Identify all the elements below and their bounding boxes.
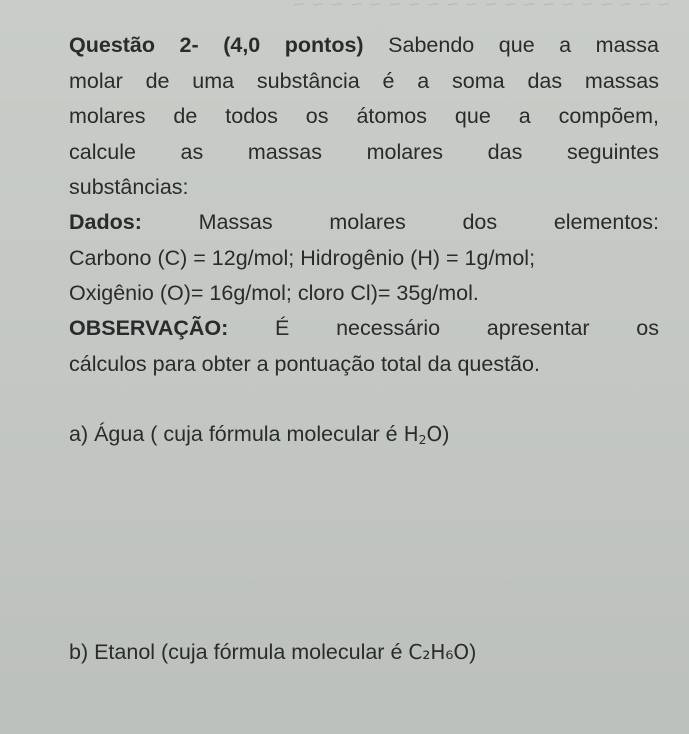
question-statement	[69, 28, 659, 206]
question-line-4: calcule as massas molares das seguintes	[69, 139, 659, 164]
obs-line-1	[69, 311, 659, 347]
observation-note	[69, 311, 659, 382]
question-line-1	[69, 28, 659, 64]
dados-line-3: Oxigênio (O)= 16g/mol; cloro Cl)= 35g/mol.	[69, 281, 479, 305]
obs-text-start: É necessário apresentar os	[275, 316, 659, 340]
obs-line-2: cálculos para obter a pontuação total da questão.	[69, 351, 540, 376]
ethanol-formula: C₂H₆O	[408, 640, 470, 664]
water-formula: $H_2O$	[403, 422, 443, 448]
question-line-5: substâncias:	[69, 175, 189, 199]
item-b-ethanol: b) Etanol (cuja fórmula molecular é C₂H₆O)	[69, 640, 477, 664]
item-b-text: b) Etanol (cuja fórmula molecular é	[69, 640, 409, 664]
item-a-water: a) Água ( cuja fórmula molecular é $H_2O$)	[69, 422, 450, 448]
question-line-3: molares de todos os átomos que a compõem,	[69, 104, 659, 128]
dados-line-2: Carbono (C) = 12g/mol; Hidrogênio (H) = 1g/mol;	[69, 245, 536, 270]
dados-title: Massas molares dos elementos:	[198, 210, 659, 234]
given-data	[69, 205, 659, 312]
dados-label: Dados:	[69, 210, 142, 234]
dados-line-1	[69, 205, 659, 241]
question-text-start: Sabendo que a massa	[388, 33, 659, 57]
question-line-2: molar de uma substância é a soma das massas	[69, 68, 659, 93]
bleed-through-text: ~ ~ ~ ~ ~ ~ ~ ~ ~ ~ ~ ~ ~ ~ ~ ~ ~ ~ ~ ~	[291, 0, 670, 16]
obs-label: OBSERVAÇÃO:	[69, 316, 229, 340]
question-number: Questão 2- (4,0 pontos)	[69, 33, 364, 57]
item-a-text: a) Água ( cuja fórmula molecular é	[69, 422, 404, 446]
